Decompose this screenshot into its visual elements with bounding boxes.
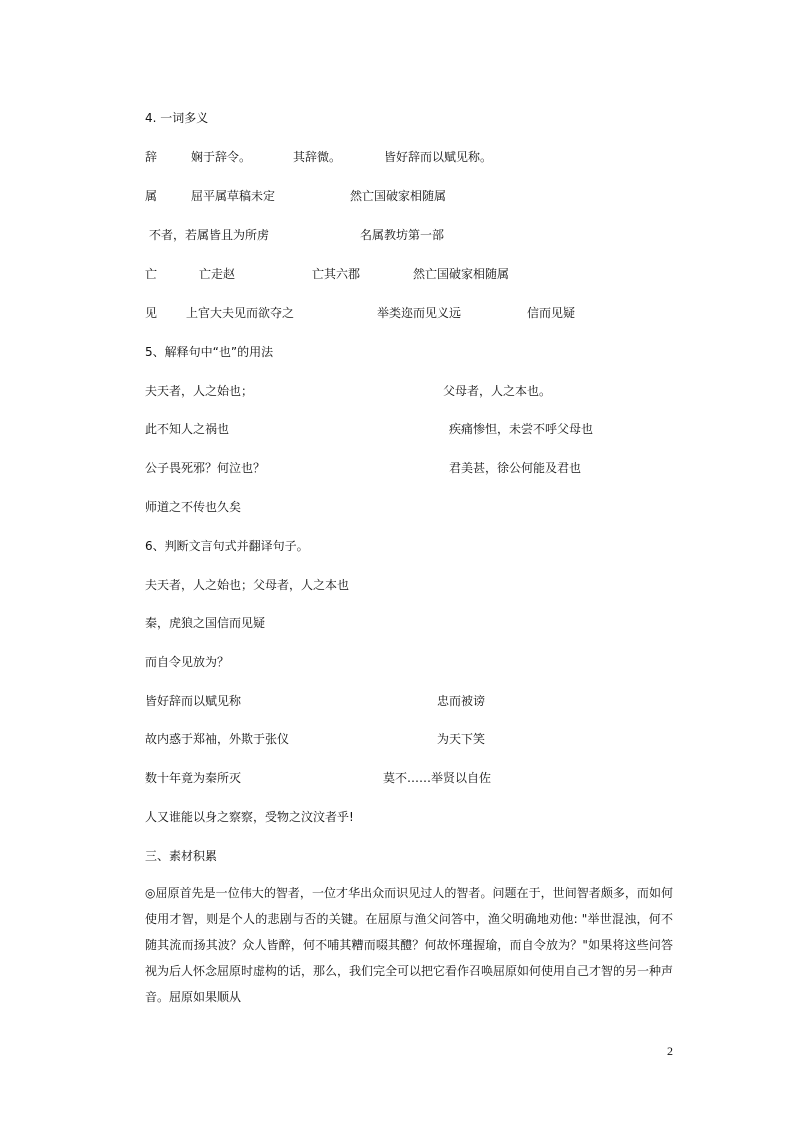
example-text: 然亡国破家相随属: [413, 267, 510, 281]
example-text: 不者，若属皆且为所虏: [149, 228, 270, 242]
entry-word-ci: 辞: [145, 150, 158, 164]
sentence-text: 君美甚，徐公何能及君也: [449, 461, 582, 475]
sentence-text: 父母者，人之本也。: [443, 384, 552, 398]
example-text: 亡走赵: [199, 267, 236, 281]
page-number: 2: [667, 1044, 673, 1058]
example-text: 上官大夫见而欲夺之: [186, 306, 295, 320]
entry-word-wang: 亡: [145, 267, 158, 281]
example-text: 举类迩而见义远: [377, 306, 462, 320]
sentence-text: 为天下笑: [437, 732, 486, 746]
sentence-text: 夫天者，人之始也；: [145, 384, 254, 398]
section-3-heading: 三、素材积累: [145, 849, 218, 863]
sentence-text: 皆好辞而以赋见称: [145, 694, 242, 708]
entry-word-jian: 见: [145, 306, 158, 320]
sentence-text: 莫不……举贤以自佐: [383, 771, 492, 785]
sentence-text: 公子畏死邪？何泣也？: [145, 461, 266, 475]
example-text: 其辞微。: [293, 150, 342, 164]
sentence-text: 忠而被谤: [437, 694, 486, 708]
entry-word-shu: 属: [145, 189, 158, 203]
sentence-text: 故内惑于郑袖，外欺于张仪: [145, 732, 290, 746]
material-paragraph: ◎屈原首先是一位伟大的智者，一位才华出众而识见过人的智者。问题在于，世间智者颇多，而如何使用才智，则是个人的悲剧与否的关键。在屈原与渔父问答中，渔父明确地劝他: "举世混浊，何不随其流而扬其波？众人皆醉，何不哺其糟而啜其醴？何故怀瑾握瑜，而自令放为？"如果将这些问答视为后人怀念屈原时虚构的话，那么，我们完全可以把它看作召唤屈原如何使用自己才智的另一种声音。屈原如果顺从: [145, 886, 674, 1004]
example-text: 皆好辞而以赋见称。: [384, 150, 493, 164]
example-text: 娴于辞令。: [191, 150, 252, 164]
example-text: 然亡国破家相随属: [350, 189, 447, 203]
example-text: 亡其六郡: [312, 267, 361, 281]
example-text: 屈平属草稿未定: [191, 189, 276, 203]
sentence-text: 秦，虎狼之国信而见疑: [145, 616, 266, 630]
sentence-text: 而自令见放为？: [145, 655, 230, 669]
sentence-text: 数十年竟为秦所灭: [145, 771, 242, 785]
sentence-text: 此不知人之祸也: [145, 422, 230, 436]
example-text: 信而见疑: [527, 306, 576, 320]
sentence-text: 疾痛惨怛，未尝不呼父母也: [449, 422, 594, 436]
example-text: 名属教坊第一部: [360, 228, 445, 242]
section-4-heading: 4. 一词多义: [145, 111, 209, 125]
sentence-text: 师道之不传也久矣: [145, 500, 242, 514]
sentence-text: 人又谁能以身之察察，受物之汶汶者乎!: [145, 810, 354, 824]
sentence-text: 夫天者，人之始也；父母者，人之本也: [145, 578, 350, 592]
section-5-heading: 5、解释句中“也”的用法: [145, 345, 274, 359]
section-6-heading: 6、判断文言句式并翻译句子。: [145, 539, 309, 553]
